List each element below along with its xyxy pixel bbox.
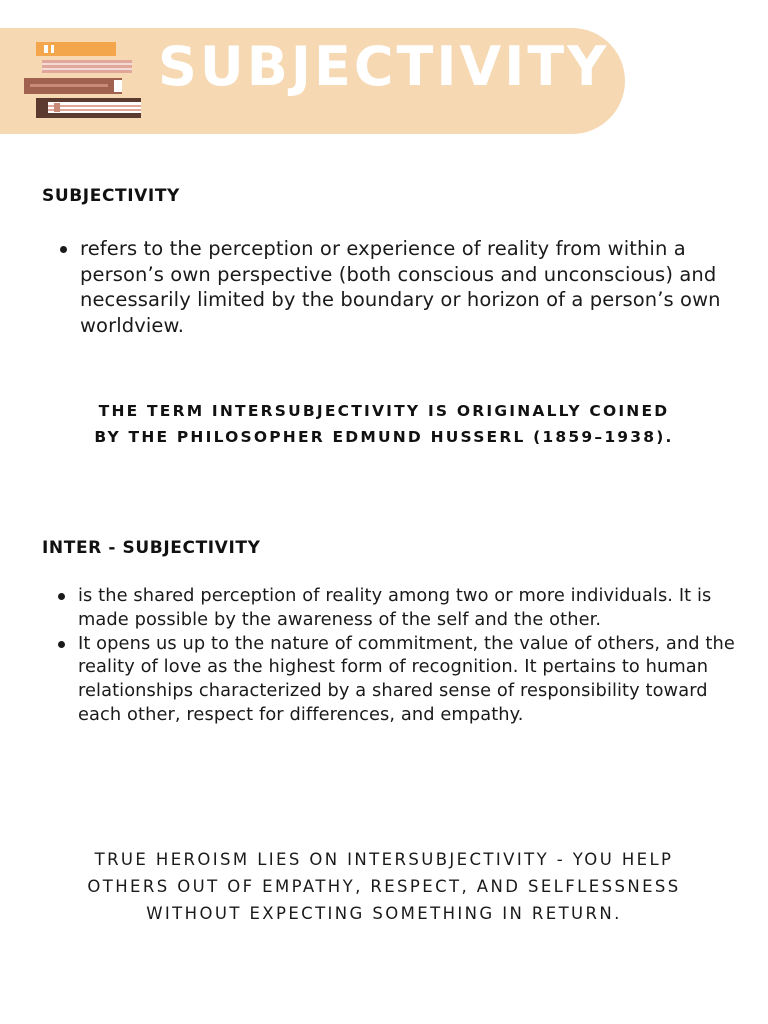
list-item (56, 632, 746, 727)
bullet-icon (58, 641, 65, 648)
bullet-text: refers to the perception or experience of reality from within a person’s own perspective (both conscious and unconscious) and necessarily limited by the boundary or horizon of a person’s own worldview. (80, 237, 721, 337)
list-item (56, 584, 746, 632)
husserl-quote: THE TERM INTERSUBJECTIVITY IS ORIGINALLY COINED BY THE PHILOSOPHER EDMUND HUSSERL (1859–1938). (94, 402, 674, 446)
bullet-icon (58, 593, 65, 600)
section-heading-subjectivity: SUBJECTIVITY (42, 186, 180, 206)
list-item (58, 236, 738, 338)
books-stack-icon (24, 42, 144, 120)
page-title: SUBJECTIVITY (158, 35, 610, 98)
section-heading-intersubjectivity: INTER - SUBJECTIVITY (42, 538, 261, 558)
bullet-icon (60, 246, 67, 253)
intersubjectivity-bullet-list (56, 584, 746, 727)
subjectivity-bullet-list (58, 236, 738, 338)
bullet-text: It opens us up to the nature of commitment, the value of others, and the reality of love as the highest form of recognition. It pertains to human relationships characterized by a shared sense of responsibility toward each other, respect for differences, and empathy. (78, 632, 735, 725)
closing-statement: TRUE HEROISM LIES ON INTERSUBJECTIVITY - YOU HELP OTHERS OUT OF EMPATHY, RESPECT, AND SELFLESSNESS WITHOUT EXPECTING SOMETHING IN RETURN. (87, 850, 681, 923)
bullet-text: is the shared perception of reality among two or more individuals. It is made possible by the awareness of the self and the other. (78, 585, 712, 630)
